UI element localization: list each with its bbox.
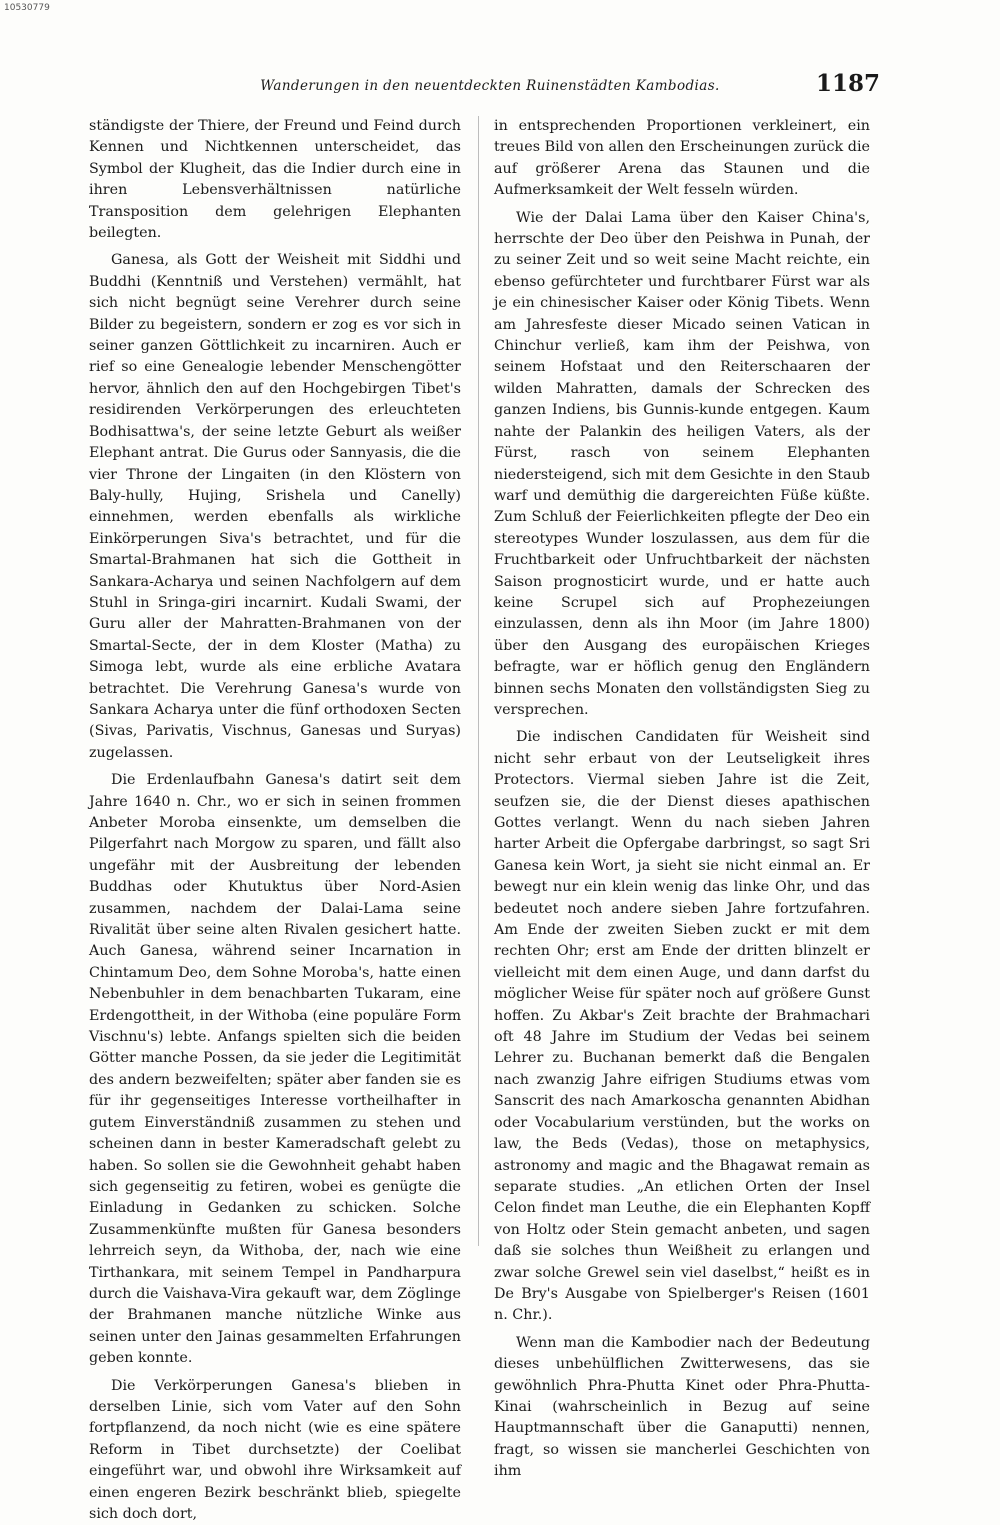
running-title: Wanderungen in den neuentdeckten Ruinenstädten Kambodias. bbox=[260, 78, 720, 94]
paragraph: Die Verkörperungen Ganesa's blieben in derselben Linie, sich vom Vater auf den Sohn fortpflanzend, da noch nicht (wie es eine spätere Reform in Tibet durchsetzte) der Coelibat eingeführt war, und obwohl ihre Wirksamkeit auf einen engeren Bezirk beschränkt blieb, spiegelte sich doch dort, bbox=[89, 1377, 461, 1522]
paragraph: in entsprechenden Proportionen verkleinert, ein treues Bild von allen den Erscheinungen zurück die auf größerer Arena das Staunen und die Aufmerksamkeit der Welt fesseln würden. bbox=[494, 118, 870, 199]
paragraph: Ganesa, als Gott der Weisheit mit Siddhi und Buddhi (Kenntniß und Verstehen) vermählt, hat sich nicht begnügt seine Verehrer durch seine Bilder zu begeistern, sondern er zog es vor sich in seiner ganzen Göttlichkeit zu incarniren. Auch er rief so eine Genealogie lebender Menschengötter hervor, ähnlich den auf den Hochgebirgen Tibet's residirenden Verkörperungen des erleuchteten Bodhisattwa's, der seine letzte Geburt als weißer Elephant antrat. Die Gurus oder Sannyasis, die die vier Throne der Lingaiten (in den Klöstern von Baly-hully, Hujing, Srishela und Canelly) einnehmen, werden ebenfalls als wirkliche Einkörperungen Siva's betrachtet, und für die Smartal-Brahmanen hat sich die Gottheit in Sankara-Acharya und seinen Nachfolgern auf dem Stuhl in Sringa-giri incarnirt. Kudali Swami, der Guru aller der Mahratten-Brahmanen von der Smartal-Secte, der in dem Kloster (Matha) zu Simoga lebt, wurde als eine erbliche Avatara betrachtet. Die Verehrung Ganesa's wurde von Sankara Acharya unter die fünf orthodoxen Secten (Sivas, Parivatis, Vischnus, Ganesas und Suryas) zugelassen. bbox=[89, 252, 461, 761]
paragraph: Die Erdenlaufbahn Ganesa's datirt seit dem Jahre 1640 n. Chr., wo er sich in seinen frommen Anbeter Moroba einsenkte, um demselben die Pilgerfahrt nach Morgow zu sparen, und fällt also ungefähr mit der Ausbreitung der lebenden Buddhas oder Khutuktus über Nord-Asien zusammen, nachdem der Dalai-Lama seine Rivalität über seine alten Rivalen gesichert hatte. Auch Ganesa, während seiner Incarnation in Chintamum Deo, dem Sohne Moroba's, hatte einen Nebenbuhler in dem benachbarten Tukaram, eine Erdengottheit, in der Withoba (eine populäre Form Vischnu's) lebte. Anfangs spielten sich die beiden Götter manche Possen, da sie jeder die Legitimität des andern bezweifelten; später aber fanden sie es für ihr gegenseitiges Interesse vortheilhafter in gutem Einverständniß zusammen zu stehen und scheinen dann in bester Kameradschaft gelebt zu haben. So sollen sie die Gewohnheit gehabt haben sich gegenseitig zu fetiren, wobei es genügte die Einladung in Gedanken zu schicken. Solche Zusammenkünfte mußten für Ganesa besonders lehrreich seyn, da Withoba, der, nach wie eine Tirthankara, mit seinem Tempel in Pandharpura durch die Vaishava-Vira gekauft war, dem Zöglinge der Brahmanen manche nützliche Winke aus seinen unter den Jainas gesammelten Erfahrungen geben konnte. bbox=[89, 772, 461, 1367]
paragraph: Wie der Dalai Lama über den Kaiser China's, herrschte der Deo über den Peishwa in Punah, der zu seiner Zeit und so weit seine Macht reichte, ein ebenso gefürchteter und furchtbarer Fürst war als je ein chinesischer Kaiser oder König Tibets. Wenn am Jahresfeste dieser Micado seinen Vatican in Chinchur verließ, kam ihm der Peishwa, von seinem Hofstaat und den Reiterschaaren der wilden Mahratten, damals der Schrecken des ganzen Indiens, bis Gunnis-kunde entgegen. Kaum nahte der Palankin des heiligen Vaters, als der Fürst, rasch von seinem Elephanten niedersteigend, sich mit dem Gesichte in den Staub warf und demüthig die dargereichten Füße küßte. Zum Schluß der Feierlichkeiten pflegte der Deo ein stereotypes Wunder loszulassen, aus dem für die Fruchtbarkeit oder Unfruchtbarkeit der nächsten Saison prognosticirt wurde, und er hatte auch keine Scrupel sich auf Prophezeiungen einzulassen, denn als ihn Moor (im Jahre 1800) über den Ausgang des europäischen Krieges befragte, war er höflich genug den Engländern binnen sechs Monaten den vollständigsten Sieg zu versprechen. bbox=[494, 209, 870, 718]
page-number: 1187 bbox=[815, 70, 880, 97]
paragraph: Die indischen Candidaten für Weisheit sind nicht sehr erbaut von der Leutseligkeit ihres Protectors. Viermal sieben Jahre ist die Zeit, seufzen sie, die der Dienst dieses apathischen Gottes verlangt. Wenn du nach sieben Jahren harter Arbeit die Opfergabe darbringst, so sagt Sri Ganesa kein Wort, ja sieht sie nicht einmal an. Er bewegt nur ein klein wenig das linke Ohr, und das bedeutet noch andere sieben Jahre fortzufahren. Am Ende der zweiten Sieben zuckt er mit dem rechten Ohr; erst am Ende der dritten blinzelt er vielleicht mit dem einen Auge, und dann darfst du möglicher Weise für später noch auf größere Gunst hoffen. Zu Akbar's Zeit brachte der Brahmachari oft 48 Jahre im Studium der Vedas bei seinem Lehrer zu. Buchanan bemerkt daß die Bengalen nach zwanzig Jahre eifrigen Studiums etwas vom Sanscrit des nach Amarkoscha genannten Abidhan oder Vocabularium verstünden, but the works on law, the Beds (Vedas), those on metaphysics, astronomy and magic and the Bhagawat remain as separate studies. „An etlichen Orten der Insel Celon findet man Leuthe, die ein Elephanten Kopff von Holtz oder Stein gemacht anbeten, und sagen daß sie solches thun Weißheit zu erlangen und zwar solche Grewel sein viel daselbst,“ heißt es in De Bry's Ausgabe von Spielberger's Reisen (1601 n. Chr.). bbox=[494, 729, 870, 1324]
archive-page-id: 10530779 bbox=[4, 3, 50, 13]
paragraph: ständigste der Thiere, der Freund und Feind durch Kennen und Nichtkennen unterscheidet, das Symbol der Klugheit, das die Indier durch eine in ihren Lebensverhältnissen natürliche Transposition dem gelehrigen Elephanten beilegten. bbox=[89, 118, 461, 242]
left-column bbox=[89, 116, 461, 1522]
column-divider bbox=[478, 116, 479, 1246]
paragraph: Wenn man die Kambodier nach der Bedeutung dieses unbehülflichen Zwitterwesens, das sie gewöhnlich Phra-Phutta Kinet oder Phra-Phutta-Kinai (wahrscheinlich in Bezug auf seine Hauptmannschaft über die Ganaputti) nennen, fragt, so wissen sie mancherlei Geschichten von ihm bbox=[494, 1334, 870, 1480]
right-column bbox=[494, 116, 870, 1480]
running-header bbox=[0, 70, 1000, 106]
